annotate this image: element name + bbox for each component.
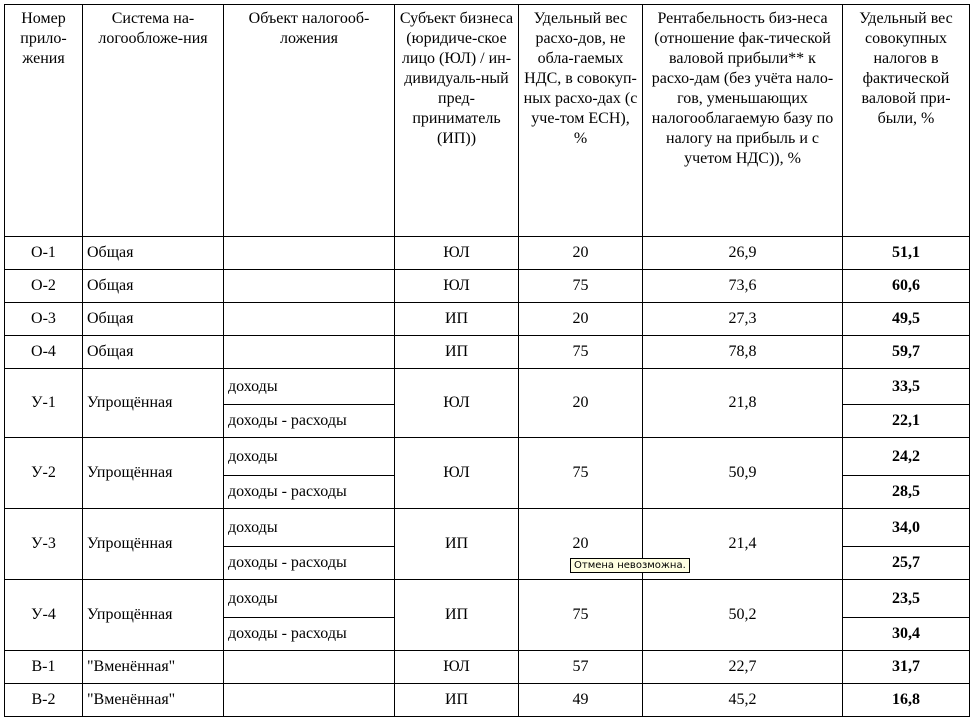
tax-comparison-table [4, 4, 970, 717]
row-profitability: 73,6 [643, 270, 843, 303]
row-tax-system: Упрощённая [83, 438, 224, 509]
row-number: В-2 [5, 684, 83, 717]
row-tax-share: 33,5 [843, 369, 970, 405]
row-subject: ИП [395, 303, 519, 336]
row-tax-system: Общая [83, 237, 224, 270]
row-tax-system: Упрощённая [83, 369, 224, 438]
row-tax-system: "Вменённая" [83, 651, 224, 684]
row-expense-share: 20 [519, 237, 643, 270]
row-tax-share: 51,1 [843, 237, 970, 270]
row-number: В-1 [5, 651, 83, 684]
row-tax-object: доходы - расходы [224, 405, 395, 438]
row-tax-system: Упрощённая [83, 509, 224, 580]
row-tax-system: Общая [83, 303, 224, 336]
row-subject: ИП [395, 580, 519, 651]
table-row [5, 369, 970, 405]
row-tax-object [224, 237, 395, 270]
row-tax-share: 59,7 [843, 336, 970, 369]
header-profitability: Рентабельность биз-неса (отношение фак-тической валовой прибыли** к расхо-дам (без учёта нало-гов, уменьшающих налогооблагаемую базу по налогу на прибыль и с учетом НДС)), % [643, 5, 843, 237]
table-row [5, 438, 970, 476]
row-tax-share: 34,0 [843, 509, 970, 547]
row-expense-share: 75 [519, 580, 643, 651]
row-tax-system: Общая [83, 270, 224, 303]
row-tax-object: доходы [224, 438, 395, 476]
row-subject: ЮЛ [395, 270, 519, 303]
row-expense-share: 49 [519, 684, 643, 717]
row-tax-object: доходы [224, 580, 395, 618]
row-number: О-3 [5, 303, 83, 336]
table-row [5, 651, 970, 684]
header-tax-object: Объект налогооб-ложения [224, 5, 395, 237]
row-profitability: 45,2 [643, 684, 843, 717]
table-row [5, 303, 970, 336]
row-tax-object [224, 684, 395, 717]
row-subject: ИП [395, 336, 519, 369]
row-number: У-3 [5, 509, 83, 580]
tooltip: Отмена невозможна. [570, 558, 690, 573]
table-row [5, 336, 970, 369]
row-tax-share: 16,8 [843, 684, 970, 717]
row-tax-object [224, 303, 395, 336]
row-subject: ЮЛ [395, 438, 519, 509]
row-number: У-2 [5, 438, 83, 509]
row-tax-object [224, 336, 395, 369]
row-expense-share: 57 [519, 651, 643, 684]
row-number: О-1 [5, 237, 83, 270]
row-subject: ЮЛ [395, 651, 519, 684]
row-tax-share: 23,5 [843, 580, 970, 618]
row-tax-share: 25,7 [843, 547, 970, 580]
row-tax-system: "Вменённая" [83, 684, 224, 717]
row-tax-share: 22,1 [843, 405, 970, 438]
row-tax-share: 60,6 [843, 270, 970, 303]
row-tax-system: Упрощённая [83, 580, 224, 651]
row-profitability: 26,9 [643, 237, 843, 270]
table-row [5, 684, 970, 717]
row-profitability: 21,8 [643, 369, 843, 438]
header-expense-share: Удельный вес расхо-дов, не обла-гаемых НДС, в совокуп-ных расхо-дах (с уче-том ЕСН), % [519, 5, 643, 237]
row-profitability: 78,8 [643, 336, 843, 369]
row-tax-share: 28,5 [843, 476, 970, 509]
row-expense-share: 75 [519, 270, 643, 303]
row-tax-share: 30,4 [843, 618, 970, 651]
row-expense-share: 20 [519, 303, 643, 336]
row-profitability: 27,3 [643, 303, 843, 336]
table-row [5, 270, 970, 303]
row-expense-share: 75 [519, 438, 643, 509]
row-subject: ЮЛ [395, 237, 519, 270]
row-number: У-1 [5, 369, 83, 438]
row-profitability: 21,4 [643, 509, 843, 580]
row-number: О-2 [5, 270, 83, 303]
header-business-subject: Субъект бизнеса (юридиче-ское лицо (ЮЛ) / ин-дивидуаль-ный пред-приниматель (ИП)) [395, 5, 519, 237]
row-number: У-4 [5, 580, 83, 651]
header-tax-system: Система на-логообложе-ния [83, 5, 224, 237]
row-expense-share: 75 [519, 336, 643, 369]
row-tax-share: 24,2 [843, 438, 970, 476]
row-tax-object [224, 651, 395, 684]
row-profitability: 22,7 [643, 651, 843, 684]
row-expense-share: 20 [519, 369, 643, 438]
header-tax-share: Удельный вес совокупных налогов в фактической валовой при-были, % [843, 5, 970, 237]
row-tax-object: доходы [224, 369, 395, 405]
row-subject: ИП [395, 509, 519, 580]
row-subject: ИП [395, 684, 519, 717]
table-row [5, 580, 970, 618]
header-row [5, 5, 970, 237]
row-number: О-4 [5, 336, 83, 369]
table-row [5, 509, 970, 547]
row-tax-object: доходы - расходы [224, 618, 395, 651]
row-profitability: 50,9 [643, 438, 843, 509]
row-tax-object [224, 270, 395, 303]
row-tax-object: доходы - расходы [224, 547, 395, 580]
row-profitability: 50,2 [643, 580, 843, 651]
row-tax-system: Общая [83, 336, 224, 369]
row-tax-object: доходы - расходы [224, 476, 395, 509]
table-row [5, 237, 970, 270]
row-expense-share: 20 [519, 509, 643, 580]
header-number: Номер прило-жения [5, 5, 83, 237]
row-subject: ЮЛ [395, 369, 519, 438]
row-tax-share: 49,5 [843, 303, 970, 336]
row-tax-object: доходы [224, 509, 395, 547]
row-tax-share: 31,7 [843, 651, 970, 684]
